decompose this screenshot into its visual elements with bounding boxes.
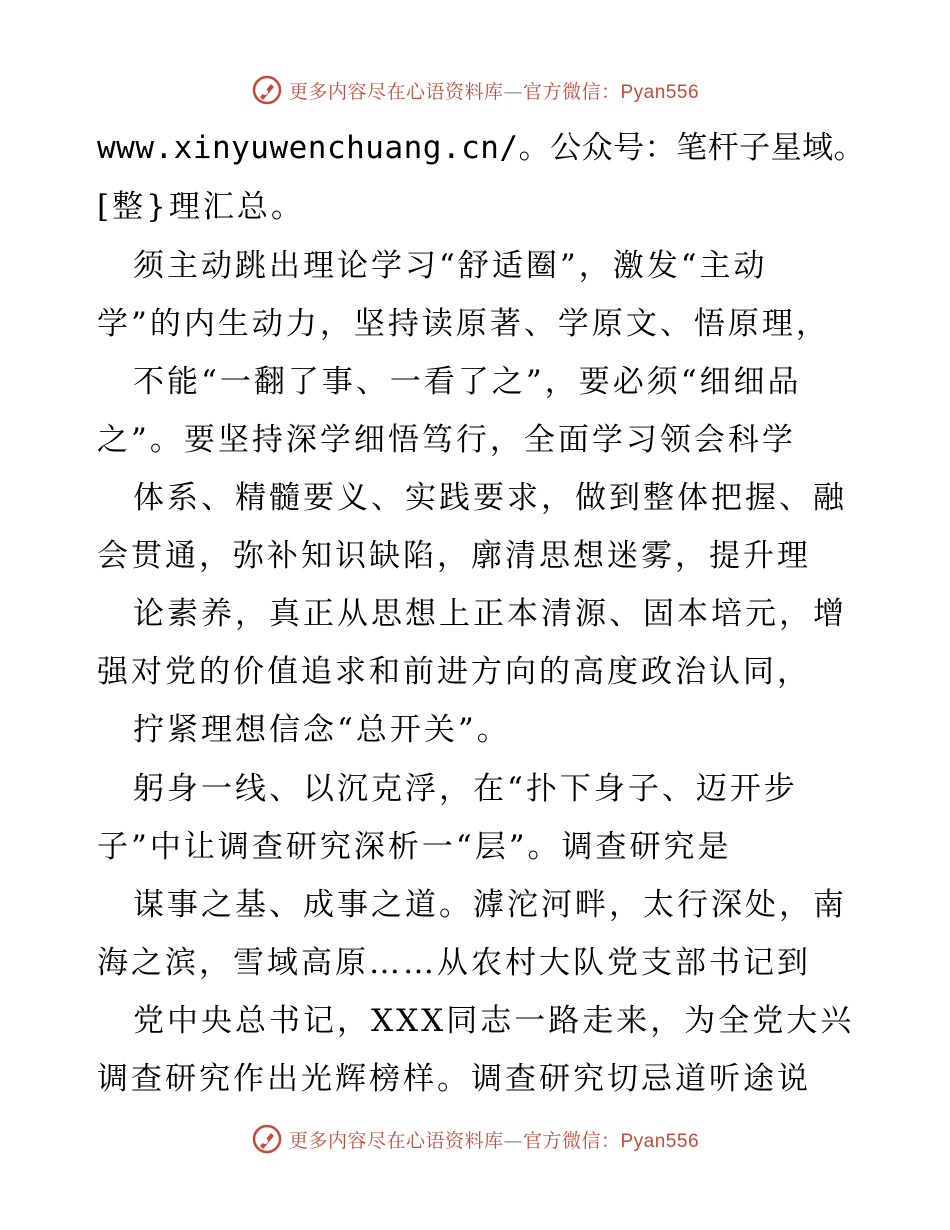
body-line: 海之滨，雪域高原……从农村大队党支部书记到	[97, 945, 811, 981]
watermark-wechat-id: Pyan556	[620, 81, 700, 103]
body-line: 之”。要坚持深学细悟笃行，全面学习领会科学	[97, 422, 796, 458]
watermark-separator: —	[503, 1129, 523, 1152]
header-watermark	[0, 72, 950, 108]
body-line: 会贯通，弥补知识缺陷，廓清思想迷雾，提升理	[97, 538, 811, 574]
body-line: 论素养，真正从思想上正本清源、固本培元，增	[133, 596, 847, 632]
body-line: 拧紧理想信念“总开关”。	[133, 712, 511, 748]
pen-logo-icon	[251, 74, 283, 106]
body-line: 学”的内生动力，坚持读原著、学原文、悟原理，	[97, 306, 830, 342]
body-line: 不能“一翻了事、一看了之”，要必须“细细品	[133, 364, 802, 400]
body-line: [整}理汇总。	[97, 189, 305, 225]
body-line: 调查研究作出光辉榜样。调查研究切忌道听途说	[97, 1061, 811, 1097]
footer-watermark	[0, 1121, 950, 1157]
watermark-separator: —	[503, 80, 523, 103]
body-line: 体系、精髓要义、实践要求，做到整体把握、融	[133, 480, 847, 516]
body-line: 躬身一线、以沉克浮，在“扑下身子、迈开步	[133, 771, 798, 807]
body-line: 须主动跳出理论学习“舒适圈”，激发“主动	[133, 248, 768, 284]
body-line: 子”中让调查研究深析一“层”。调查研究是	[97, 829, 732, 865]
watermark-wechat-id: Pyan556	[620, 1130, 700, 1152]
body-line: www.xinyuwenchuang.cn/。公众号：笔杆子星域。	[97, 130, 866, 166]
pen-logo-icon	[251, 1123, 283, 1155]
watermark-brand: 更多内容尽在心语资料库	[288, 80, 504, 103]
watermark-text	[289, 77, 699, 104]
watermark-wechat-label: 官方微信：	[522, 1129, 621, 1152]
body-line: 党中央总书记，XXX同志一路走来，为全党大兴	[133, 1003, 855, 1039]
body-line: 强对党的价值追求和前进方向的高度政治认同，	[97, 654, 811, 690]
watermark-text	[289, 1126, 699, 1153]
watermark-brand: 更多内容尽在心语资料库	[288, 1129, 504, 1152]
body-line: 谋事之基、成事之道。滹沱河畔，太行深处，南	[133, 887, 847, 923]
watermark-wechat-label: 官方微信：	[522, 80, 621, 103]
